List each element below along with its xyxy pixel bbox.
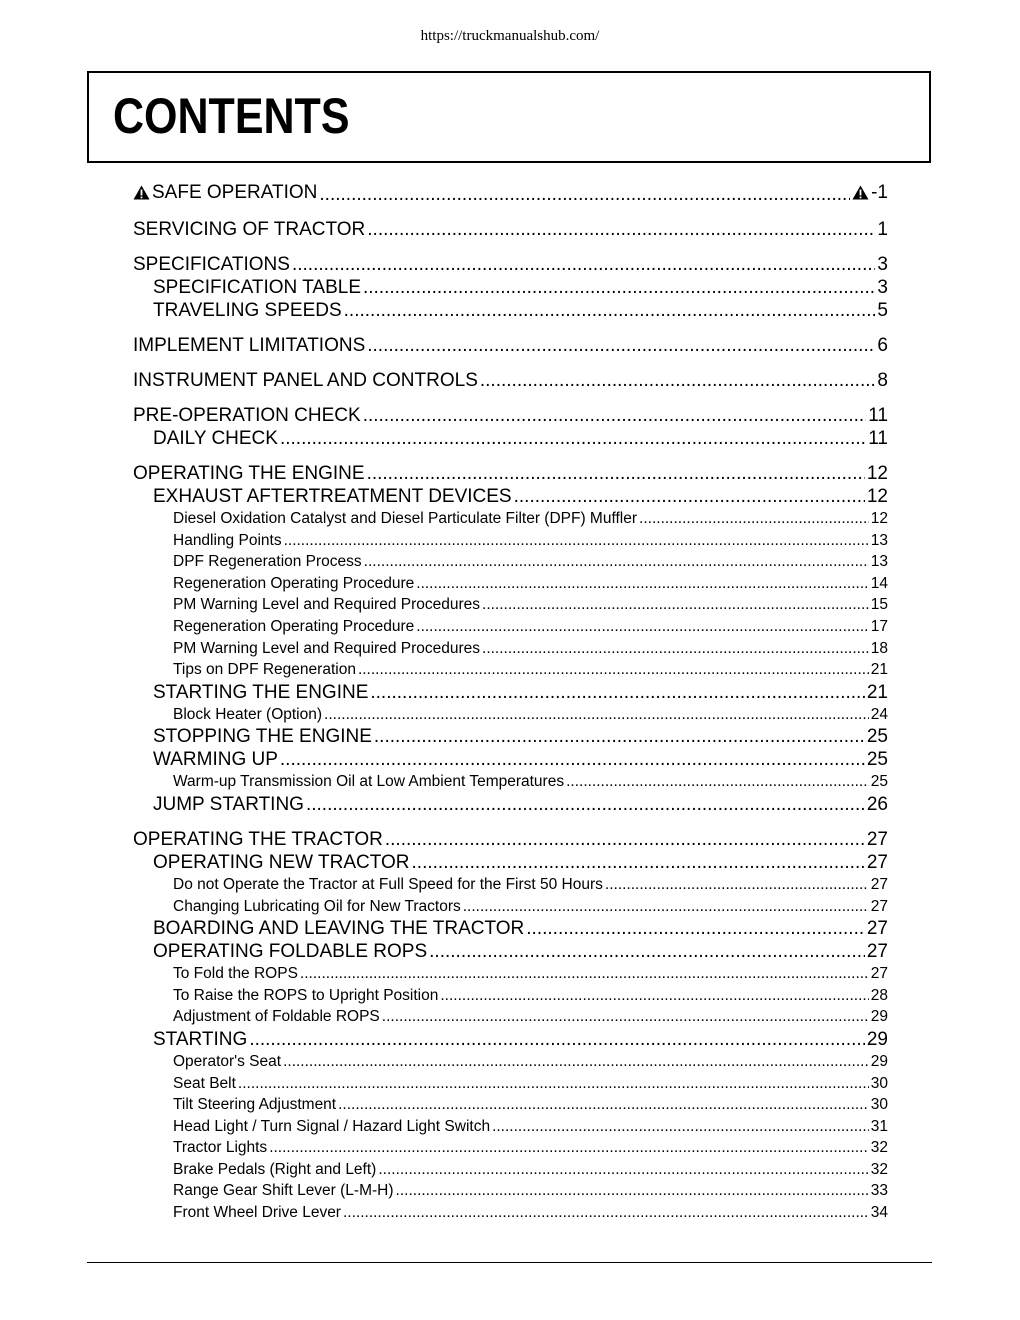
toc-entry-page <box>871 1202 888 1224</box>
dot-leader <box>238 1073 869 1095</box>
toc-entry-text: STOPPING THE ENGINE <box>153 726 372 748</box>
toc-entry[interactable] <box>133 681 888 704</box>
toc-entry[interactable] <box>133 1116 888 1138</box>
toc-entry-page <box>871 771 888 793</box>
toc-entry-page <box>852 183 888 206</box>
dot-leader <box>378 1159 868 1181</box>
toc-entry-text: OPERATING THE ENGINE <box>133 463 365 484</box>
toc-entry-label <box>133 828 383 851</box>
toc-entry-label <box>173 1116 490 1138</box>
toc-entry[interactable] <box>133 985 888 1007</box>
toc-entry-label <box>153 427 278 450</box>
toc-entry-page-number: 34 <box>870 1204 888 1222</box>
toc-entry[interactable] <box>133 508 888 530</box>
toc-entry-label <box>133 253 290 276</box>
toc-entry-page-number: 25 <box>866 726 888 748</box>
toc-entry-page <box>871 1159 888 1181</box>
toc-entry-text: WARMING UP <box>153 749 278 771</box>
toc-entry-label <box>133 369 478 392</box>
dot-leader <box>492 1116 869 1138</box>
toc-entry-label <box>173 508 637 530</box>
toc-entry-page <box>877 218 888 241</box>
toc-entry-page-number: 11 <box>868 405 888 426</box>
toc-entry-text: Tilt Steering Adjustment <box>173 1096 337 1114</box>
toc-entry[interactable] <box>133 659 888 681</box>
dot-leader <box>364 551 869 573</box>
toc-entry-label <box>173 1137 267 1159</box>
dot-leader <box>367 462 865 485</box>
page-title: CONTENTS <box>113 88 350 144</box>
toc-entry[interactable] <box>133 1051 888 1073</box>
toc-entry[interactable] <box>133 917 888 940</box>
toc-entry-page-number: 6 <box>877 335 888 356</box>
toc-entry-label <box>173 1159 376 1181</box>
source-url: https://truckmanualshub.com/ <box>420 28 600 44</box>
toc-entry-text: BOARDING AND LEAVING THE TRACTOR <box>153 918 525 940</box>
toc-entry-text: INSTRUMENT PANEL AND CONTROLS <box>133 370 478 391</box>
toc-entry-page-number: 28 <box>870 986 888 1004</box>
toc-entry[interactable] <box>133 828 888 851</box>
toc-entry-page-number: 13 <box>870 553 888 571</box>
toc-entry-page <box>867 1028 888 1051</box>
toc-entry-text: STARTING <box>153 1028 248 1050</box>
toc-entry-text: OPERATING FOLDABLE ROPS <box>153 941 428 963</box>
toc-entry-text: Diesel Oxidation Catalyst and Diesel Particulate Filter (DPF) Muffler <box>173 510 638 527</box>
toc-entry[interactable] <box>133 1180 888 1202</box>
title-box <box>87 71 931 163</box>
toc-entry-page <box>871 874 888 896</box>
toc-entry-page-number: 29 <box>870 1052 888 1070</box>
toc-entry-page-number: 12 <box>870 510 888 527</box>
toc-entry-text: Regeneration Operating Procedure <box>173 617 415 635</box>
toc-entry[interactable] <box>133 369 888 392</box>
toc-entry-page <box>871 704 888 726</box>
toc-entry-label <box>173 1180 394 1202</box>
toc-entry-text: Do not Operate the Tractor at Full Speed for the First 50 Hours <box>173 875 603 893</box>
toc-entry[interactable] <box>133 1028 888 1051</box>
toc-entry-label <box>173 573 414 595</box>
toc-entry-page <box>867 828 888 851</box>
toc-entry-text: Block Heater (Option) <box>173 705 323 723</box>
toc-entry-page-number: 27 <box>866 851 888 873</box>
toc-entry-page <box>871 508 888 530</box>
toc-entry-label <box>133 462 365 485</box>
toc-entry-label <box>173 1202 341 1224</box>
toc-entry-page-number: 3 <box>877 277 888 298</box>
toc-entry-page-number: 30 <box>870 1096 888 1114</box>
dot-leader <box>283 1051 869 1073</box>
toc-entry-text: To Raise the ROPS to Upright Position <box>173 986 439 1004</box>
toc-entry-text: IMPLEMENT LIMITATIONS <box>133 335 366 356</box>
dot-leader <box>370 681 864 704</box>
toc-entry-page-number: 29 <box>870 1008 888 1026</box>
toc-entry-label <box>173 1073 236 1095</box>
toc-entry-page <box>871 963 888 985</box>
dot-leader <box>343 1202 869 1224</box>
toc-entry-page-number: 5 <box>877 300 888 321</box>
toc-entry-text: Seat Belt <box>173 1074 236 1092</box>
dot-leader <box>358 659 869 681</box>
toc-entry-page-number: 27 <box>870 897 888 915</box>
toc-entry-label <box>153 725 372 748</box>
toc-entry-page-number: 21 <box>870 661 888 679</box>
toc-entry[interactable] <box>133 940 888 963</box>
toc-entry-label <box>173 963 298 985</box>
toc-entry-page <box>871 530 888 552</box>
toc-entry-text: JUMP STARTING <box>153 793 304 815</box>
toc-entry-text: Regeneration Operating Procedure <box>173 574 415 592</box>
toc-entry-page <box>867 917 888 940</box>
dot-leader <box>280 748 865 771</box>
toc-entry[interactable] <box>133 218 888 241</box>
toc-entry-page-number: 27 <box>866 918 888 940</box>
toc-entry-page-number: 3 <box>877 254 888 275</box>
toc-entry-page <box>867 681 888 704</box>
toc-entry-page-number: 27 <box>866 941 888 963</box>
dot-leader <box>440 985 868 1007</box>
toc-entry-text: DAILY CHECK <box>153 428 278 449</box>
toc-entry-page-number: 27 <box>870 875 888 893</box>
toc-entry-label <box>153 1028 247 1051</box>
toc-entry-text: Tractor Lights <box>173 1139 268 1157</box>
toc-entry[interactable] <box>133 334 888 357</box>
toc-entry-page <box>871 594 888 616</box>
toc-entry[interactable] <box>133 462 888 485</box>
toc-entry[interactable] <box>133 1006 888 1028</box>
toc-entry-label <box>173 594 480 616</box>
dot-leader <box>605 874 869 896</box>
toc-entry-text: Adjustment of Foldable ROPS <box>173 1008 380 1026</box>
dot-leader <box>526 917 865 940</box>
toc-entry[interactable] <box>133 1137 888 1159</box>
toc-entry-page <box>871 1116 888 1138</box>
toc-entry-text: Head Light / Turn Signal / Hazard Light Switch <box>173 1117 491 1135</box>
toc-entry-label <box>173 616 414 638</box>
toc-entry-page-number: 32 <box>870 1160 888 1178</box>
toc-entry-text: Warm-up Transmission Oil at Low Ambient Temperatures <box>173 773 565 791</box>
toc-entry-page <box>871 1006 888 1028</box>
toc-entry-label <box>173 1051 281 1073</box>
dot-leader <box>416 616 868 638</box>
dot-leader <box>416 573 868 595</box>
warning-icon <box>133 183 150 206</box>
dot-leader <box>363 404 867 427</box>
toc-entry-label <box>173 985 438 1007</box>
toc-entry[interactable] <box>133 1094 888 1116</box>
toc-entry-page-number: 1 <box>877 219 888 240</box>
toc-entry-page <box>871 1180 888 1202</box>
toc-entry[interactable] <box>133 616 888 638</box>
toc-entry[interactable] <box>133 874 888 896</box>
toc-entry-text: Tips on DPF Regeneration <box>173 661 356 679</box>
toc-entry-page-number: 27 <box>870 965 888 983</box>
dot-leader <box>367 334 875 357</box>
toc-entry-page-number: 14 <box>870 574 888 592</box>
toc-entry-label <box>153 299 342 322</box>
toc-entry-page <box>877 253 888 276</box>
toc-entry-label <box>153 748 278 771</box>
toc-entry-label <box>173 874 603 896</box>
toc-entry[interactable] <box>133 748 888 771</box>
toc-entry-text: Operator's Seat <box>173 1052 282 1070</box>
toc-entry-text: Handling Points <box>173 531 282 549</box>
toc-entry-page <box>871 896 888 918</box>
dot-leader <box>382 1006 869 1028</box>
dot-leader <box>566 771 869 793</box>
dot-leader <box>482 594 869 616</box>
toc-entry-page <box>867 725 888 748</box>
toc-entry-page <box>871 659 888 681</box>
toc-entry-page <box>868 404 888 427</box>
toc-entry-page-number: 27 <box>866 828 888 850</box>
toc-entry-page <box>867 462 888 485</box>
toc-entry-label <box>173 659 356 681</box>
toc-entry-page <box>871 985 888 1007</box>
toc-entry-page-number: 29 <box>866 1028 888 1050</box>
toc-entry-page-number: 26 <box>866 793 888 815</box>
toc-entry-label <box>153 917 524 940</box>
toc-entry-label <box>173 704 322 726</box>
toc-entry[interactable] <box>133 1073 888 1095</box>
toc-entry[interactable] <box>133 299 888 322</box>
toc-entry-text: Range Gear Shift Lever (L-M-H) <box>173 1182 394 1200</box>
toc-entry-page <box>871 1073 888 1095</box>
toc-entry-page <box>871 1051 888 1073</box>
dot-leader <box>269 1137 869 1159</box>
toc-entry-page-number: 25 <box>870 773 888 791</box>
table-of-contents <box>133 183 888 1224</box>
toc-entry-text: PRE-OPERATION CHECK <box>133 405 361 426</box>
toc-entry-page-number: 15 <box>870 596 888 614</box>
toc-entry-page <box>877 299 888 322</box>
toc-entry[interactable] <box>133 793 888 816</box>
toc-entry-page-number: 17 <box>870 617 888 635</box>
dot-leader <box>385 828 865 851</box>
toc-entry-label <box>153 485 512 508</box>
toc-entry[interactable] <box>133 485 888 508</box>
dot-leader <box>374 725 865 748</box>
toc-entry-page <box>867 485 888 508</box>
toc-entry-label <box>153 851 410 874</box>
toc-entry-page-number: 31 <box>870 1117 888 1135</box>
toc-entry-text: DPF Regeneration Process <box>173 553 362 571</box>
toc-entry-label <box>153 681 368 704</box>
toc-entry-text: Changing Lubricating Oil for New Tractors <box>173 897 461 915</box>
dot-leader <box>249 1028 865 1051</box>
toc-entry[interactable] <box>133 1202 888 1224</box>
dot-leader <box>319 183 850 206</box>
toc-entry-label <box>133 404 361 427</box>
toc-entry-label <box>173 551 362 573</box>
toc-entry-page <box>868 427 888 450</box>
toc-entry-page-number: 21 <box>866 681 888 703</box>
toc-entry-page-number: 24 <box>870 705 888 723</box>
dot-leader <box>429 940 865 963</box>
toc-entry[interactable] <box>133 573 888 595</box>
toc-entry-text: PM Warning Level and Required Procedures <box>173 596 481 614</box>
toc-entry-page <box>877 369 888 392</box>
toc-entry-page-number: 12 <box>866 486 888 507</box>
toc-entry-text: Brake Pedals (Right and Left) <box>173 1160 377 1178</box>
toc-entry-page <box>871 551 888 573</box>
bottom-divider <box>87 1262 932 1263</box>
toc-entry-text: TRAVELING SPEEDS <box>153 300 342 321</box>
dot-leader <box>639 508 869 530</box>
toc-entry[interactable] <box>133 253 888 276</box>
dot-leader <box>280 427 866 450</box>
toc-entry-page <box>867 940 888 963</box>
dot-leader <box>284 530 869 552</box>
toc-entry-page-number: 18 <box>870 639 888 657</box>
toc-entry-page-number: 25 <box>866 749 888 771</box>
toc-entry[interactable] <box>133 183 888 206</box>
toc-entry[interactable] <box>133 725 888 748</box>
toc-entry-text: SPECIFICATION TABLE <box>153 277 361 298</box>
toc-entry[interactable] <box>133 771 888 793</box>
toc-entry[interactable] <box>133 594 888 616</box>
dot-leader <box>367 218 875 241</box>
dot-leader <box>463 896 869 918</box>
toc-entry-text: EXHAUST AFTERTREATMENT DEVICES <box>153 486 512 507</box>
dot-leader <box>396 1180 869 1202</box>
toc-entry-label <box>173 1094 336 1116</box>
toc-entry-label <box>153 940 427 963</box>
toc-entry[interactable] <box>133 427 888 450</box>
toc-entry[interactable] <box>133 404 888 427</box>
toc-entry[interactable] <box>133 704 888 726</box>
dot-leader <box>338 1094 869 1116</box>
toc-entry[interactable] <box>133 1159 888 1181</box>
toc-entry[interactable] <box>133 276 888 299</box>
toc-entry-text: To Fold the ROPS <box>173 965 298 983</box>
toc-entry-label <box>173 530 282 552</box>
toc-entry-text: STARTING THE ENGINE <box>153 681 369 703</box>
toc-entry-page <box>867 793 888 816</box>
dot-leader <box>300 963 869 985</box>
toc-entry-page-number: 32 <box>870 1139 888 1157</box>
toc-entry-label <box>173 771 564 793</box>
toc-entry-label <box>173 1006 380 1028</box>
dot-leader <box>482 638 869 660</box>
toc-entry-text: OPERATING THE TRACTOR <box>133 828 383 850</box>
toc-entry[interactable] <box>133 896 888 918</box>
dot-leader <box>306 793 865 816</box>
toc-entry-page-number: 30 <box>870 1074 888 1092</box>
dot-leader <box>514 485 865 508</box>
toc-entry-label <box>173 896 461 918</box>
dot-leader <box>344 299 876 322</box>
toc-entry-page-number: 8 <box>877 370 888 391</box>
toc-entry-page-number: -1 <box>871 183 888 203</box>
toc-entry-page <box>871 573 888 595</box>
toc-entry[interactable] <box>133 638 888 660</box>
toc-entry[interactable] <box>133 851 888 874</box>
toc-entry-text: SERVICING OF TRACTOR <box>133 219 366 240</box>
warning-icon <box>852 183 869 206</box>
toc-entry-page <box>877 334 888 357</box>
toc-entry-page <box>871 1137 888 1159</box>
toc-entry-label <box>153 793 304 816</box>
dot-leader <box>480 369 876 392</box>
toc-entry-page <box>867 748 888 771</box>
toc-entry-page-number: 33 <box>870 1182 888 1200</box>
toc-entry[interactable] <box>133 551 888 573</box>
toc-entry-label <box>133 334 365 357</box>
toc-entry-page <box>871 1094 888 1116</box>
toc-entry-text: Front Wheel Drive Lever <box>173 1204 341 1222</box>
toc-entry-page <box>871 638 888 660</box>
toc-entry-label <box>133 218 365 241</box>
toc-entry-text: OPERATING NEW TRACTOR <box>153 851 410 873</box>
toc-entry-page-number: 13 <box>870 531 888 549</box>
toc-entry-page <box>867 851 888 874</box>
dot-leader <box>292 253 875 276</box>
toc-entry-label <box>153 276 361 299</box>
dot-leader <box>412 851 865 874</box>
toc-entry-text: SAFE OPERATION <box>152 183 318 203</box>
toc-entry[interactable] <box>133 963 888 985</box>
dot-leader <box>363 276 875 299</box>
toc-entry-page <box>877 276 888 299</box>
toc-entry-page-number: 12 <box>866 463 888 484</box>
toc-entry-text: SPECIFICATIONS <box>133 254 290 275</box>
toc-entry-label <box>173 638 480 660</box>
toc-entry-text: PM Warning Level and Required Procedures <box>173 639 481 657</box>
dot-leader <box>324 704 869 726</box>
toc-entry-page <box>871 616 888 638</box>
toc-entry[interactable] <box>133 530 888 552</box>
toc-entry-page-number: 11 <box>868 428 888 449</box>
toc-entry-label <box>133 183 317 206</box>
